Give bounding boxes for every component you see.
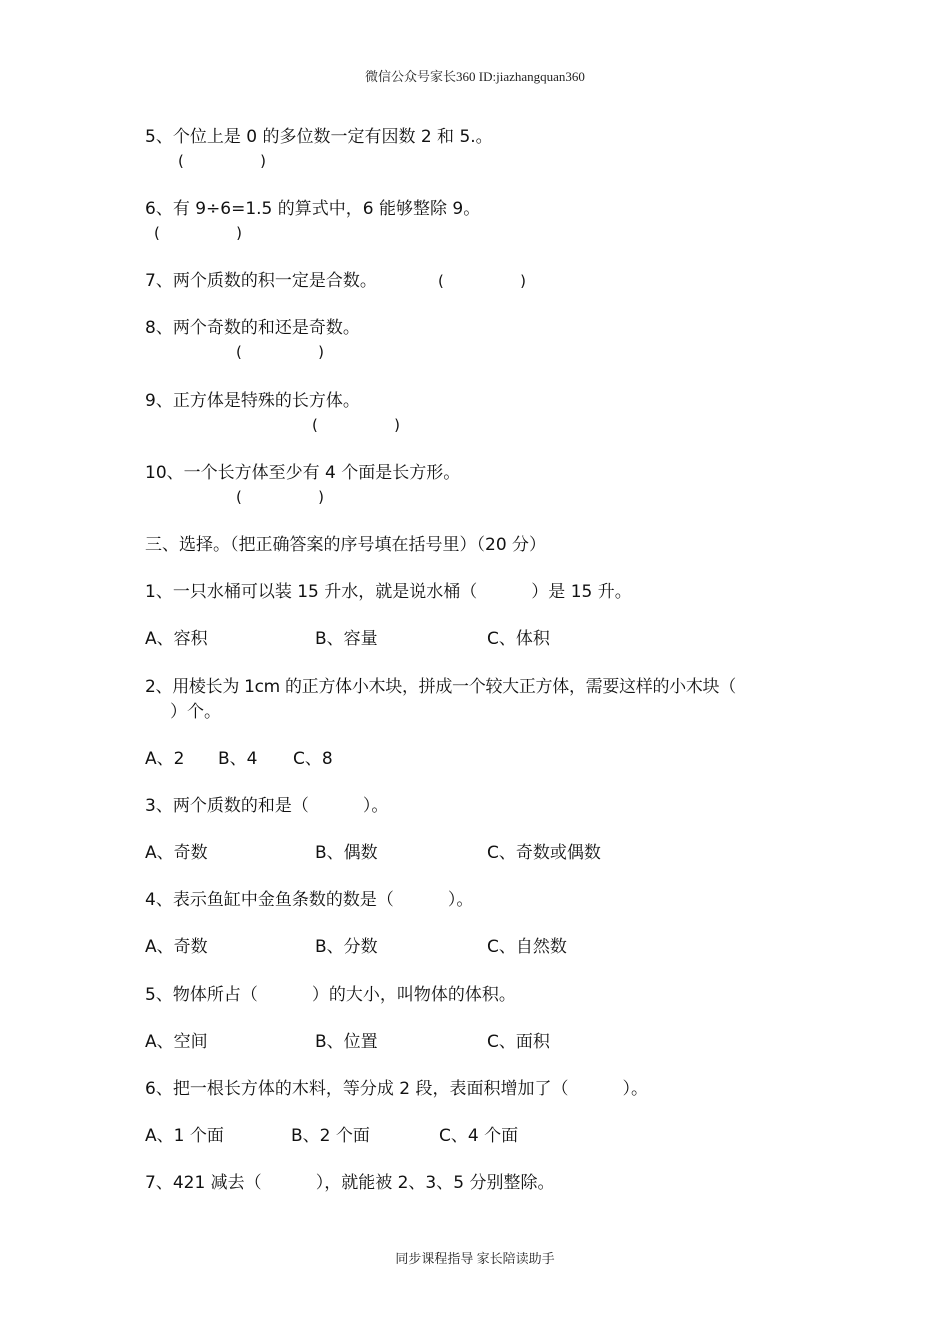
page-header: 微信公众号家长360 ID:jiazhangquan360	[365, 69, 585, 84]
choice-q6-option-a[interactable]: A、1 个面	[145, 1126, 224, 1146]
choice-q4-option-c[interactable]: C、自然数	[487, 937, 567, 957]
judge-q8: 8、两个奇数的和还是奇数。	[145, 318, 360, 338]
choice-q1-option-b[interactable]: B、容量	[315, 629, 378, 649]
choice-q4-option-b[interactable]: B、分数	[315, 937, 378, 957]
choice-q3-option-b[interactable]: B、偶数	[315, 843, 378, 863]
choice-q3-option-a[interactable]: A、奇数	[145, 843, 208, 863]
judge-q5: 5、个位上是 0 的多位数一定有因数 2 和 5.。	[145, 127, 493, 147]
judge-q9-bracket[interactable]: ( )	[312, 416, 400, 434]
judge-q10-bracket[interactable]: ( )	[236, 488, 324, 506]
choice-q5-option-a[interactable]: A、空间	[145, 1032, 208, 1052]
choice-q3: 3、两个质数的和是（ ）。	[145, 796, 389, 816]
choice-q2-option-c[interactable]: C、8	[293, 749, 333, 769]
choice-q1-option-c[interactable]: C、体积	[487, 629, 550, 649]
choice-q5: 5、物体所占（ ）的大小，叫物体的体积。	[145, 985, 516, 1005]
choice-q1: 1、一只水桶可以装 15 升水，就是说水桶（ ）是 15 升。	[145, 582, 632, 602]
choice-q4: 4、表示鱼缸中金鱼条数的数是（ ）。	[145, 890, 474, 910]
choice-q2-line2: ）个。	[170, 702, 221, 722]
judge-q7: 7、两个质数的积一定是合数。	[145, 271, 377, 291]
judge-q5-bracket[interactable]: ( )	[178, 152, 266, 170]
choice-q2-option-b[interactable]: B、4	[218, 749, 258, 769]
choice-q5-option-b[interactable]: B、位置	[315, 1032, 378, 1052]
judge-q10: 10、一个长方体至少有 4 个面是长方形。	[145, 463, 461, 483]
choice-q7: 7、421 减去（ ），就能被 2、3、5 分别整除。	[145, 1173, 555, 1193]
choice-q6: 6、把一根长方体的木料，等分成 2 段，表面积增加了（ ）。	[145, 1079, 648, 1099]
choice-q3-option-c[interactable]: C、奇数或偶数	[487, 843, 601, 863]
judge-q6: 6、有 9÷6=1.5 的算式中，6 能够整除 9。	[145, 199, 481, 219]
judge-q8-bracket[interactable]: ( )	[236, 343, 324, 361]
judge-q6-bracket[interactable]: ( )	[154, 224, 242, 242]
judge-q9: 9、正方体是特殊的长方体。	[145, 391, 360, 411]
choice-q2-line1: 2、用棱长为 1cm 的正方体小木块，拼成一个较大正方体，需要这样的小木块（	[145, 677, 736, 697]
section3-title: 三、选择。（把正确答案的序号填在括号里）（20 分）	[145, 535, 547, 555]
page-footer: 同步课程指导 家长陪读助手	[395, 1251, 555, 1266]
choice-q4-option-a[interactable]: A、奇数	[145, 937, 208, 957]
choice-q6-option-c[interactable]: C、4 个面	[439, 1126, 519, 1146]
judge-q7-bracket[interactable]: ( )	[438, 272, 526, 290]
choice-q1-option-a[interactable]: A、容积	[145, 629, 208, 649]
choice-q2-option-a[interactable]: A、2	[145, 749, 185, 769]
choice-q5-option-c[interactable]: C、面积	[487, 1032, 550, 1052]
choice-q6-option-b[interactable]: B、2 个面	[291, 1126, 370, 1146]
